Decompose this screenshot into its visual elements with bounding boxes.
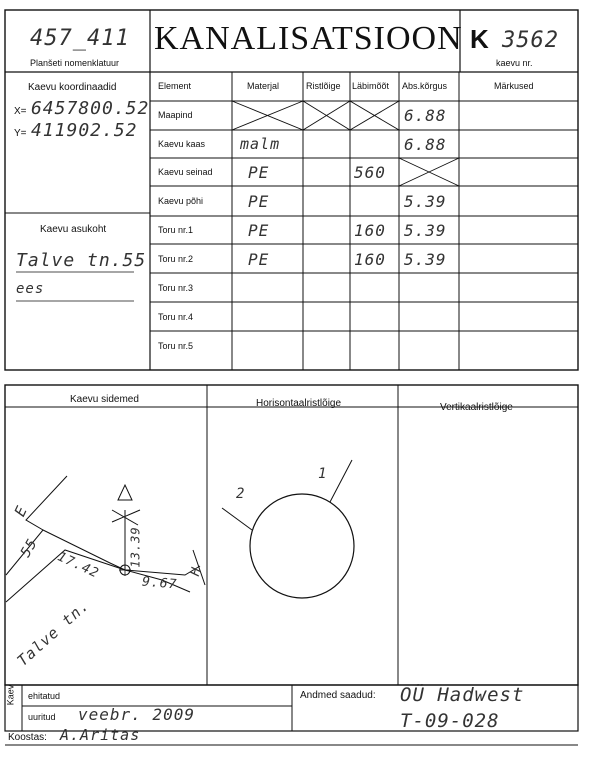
coordinate-y-prefix: Y= <box>14 128 27 139</box>
koostas-value: A.Aritas <box>60 726 141 744</box>
row-material: PE <box>248 221 270 240</box>
location-line2: ees <box>16 281 45 297</box>
sketch-label-h: H <box>188 565 205 578</box>
col-header-cross: Ristlõige <box>306 81 341 91</box>
col2-label: Horisontaalristlõige <box>256 398 342 409</box>
coordinates-label: Kaevu koordinaadid <box>28 82 117 93</box>
coordinate-x <box>14 98 149 119</box>
page-title: KANALISATSIOON <box>154 20 463 57</box>
sketch-label-e: E <box>10 502 32 520</box>
sketch-label-1339: 13.39 <box>128 526 143 568</box>
well-number-handwritten: 3562 <box>502 28 559 53</box>
row-material: PE <box>248 250 270 269</box>
koostas-label: Koostas: <box>8 732 47 743</box>
coordinate-y-value: 411902.52 <box>30 120 138 141</box>
andmed-label: Andmed saadud: <box>300 690 376 701</box>
row-element: Toru nr.2 <box>158 254 194 264</box>
nomenclature-label: Planšeti nomenklatuur <box>30 58 120 68</box>
sketch-label-street: Talve tn. <box>13 596 93 670</box>
nomenclature-handwritten: 457_411 <box>30 26 130 51</box>
sketch-label-967: 9.67 <box>141 574 178 593</box>
sketch-label-55: 55 <box>17 535 42 561</box>
col-header-diameter: Läbimõõt <box>352 81 390 91</box>
andmed-line1: OÜ Hadwest <box>400 684 525 706</box>
row-element: Toru nr.5 <box>158 341 194 351</box>
uuritud-label: uuritud <box>28 712 56 722</box>
location-label: Kaevu asukoht <box>40 224 107 235</box>
col3-label: Vertikaalristlõige <box>440 402 513 413</box>
col1-label: Kaevu sidemed <box>70 394 139 405</box>
row-height: 5.39 <box>404 221 447 240</box>
row-material: malm <box>240 135 281 153</box>
col-header-element: Element <box>158 81 192 91</box>
col-header-notes: Märkused <box>494 81 534 91</box>
row-element: Maapind <box>158 110 193 120</box>
row-height: 6.88 <box>404 135 447 154</box>
type-letter: K <box>470 24 489 54</box>
pipe-2-label: 2 <box>236 486 246 502</box>
kaev-label: Kaev <box>5 684 16 706</box>
andmed-line2: T-09-028 <box>400 710 500 732</box>
row-height: 5.39 <box>404 192 447 211</box>
row-element: Kaevu seinad <box>158 167 213 177</box>
row-element: Toru nr.1 <box>158 225 194 235</box>
pipe-1-label: 1 <box>318 466 328 482</box>
row-element: Kaevu kaas <box>158 139 206 149</box>
col-header-material: Materjal <box>247 81 280 91</box>
location-line1: Talve tn.55 <box>16 250 147 271</box>
row-element: Toru nr.3 <box>158 283 194 293</box>
ehitatud-label: ehitatud <box>28 691 61 701</box>
row-height: 6.88 <box>404 106 447 125</box>
well-number-label: kaevu nr. <box>496 58 533 68</box>
row-element: Toru nr.4 <box>158 312 194 322</box>
col-header-height: Abs.kõrgus <box>402 81 448 91</box>
row-diameter: 160 <box>354 221 386 240</box>
row-height: 5.39 <box>404 250 447 269</box>
coordinate-x-prefix: X= <box>14 106 27 117</box>
row-diameter: 560 <box>354 163 386 182</box>
uuritud-value: veebr. 2009 <box>78 705 195 724</box>
row-diameter: 160 <box>354 250 386 269</box>
sketch-label-1742: 17.42 <box>54 549 102 582</box>
row-material: PE <box>248 192 270 211</box>
row-element: Kaevu põhi <box>158 196 204 206</box>
row-material: PE <box>248 163 270 182</box>
coordinate-y <box>14 120 138 141</box>
coordinate-x-value: 6457800.52 <box>30 98 150 119</box>
